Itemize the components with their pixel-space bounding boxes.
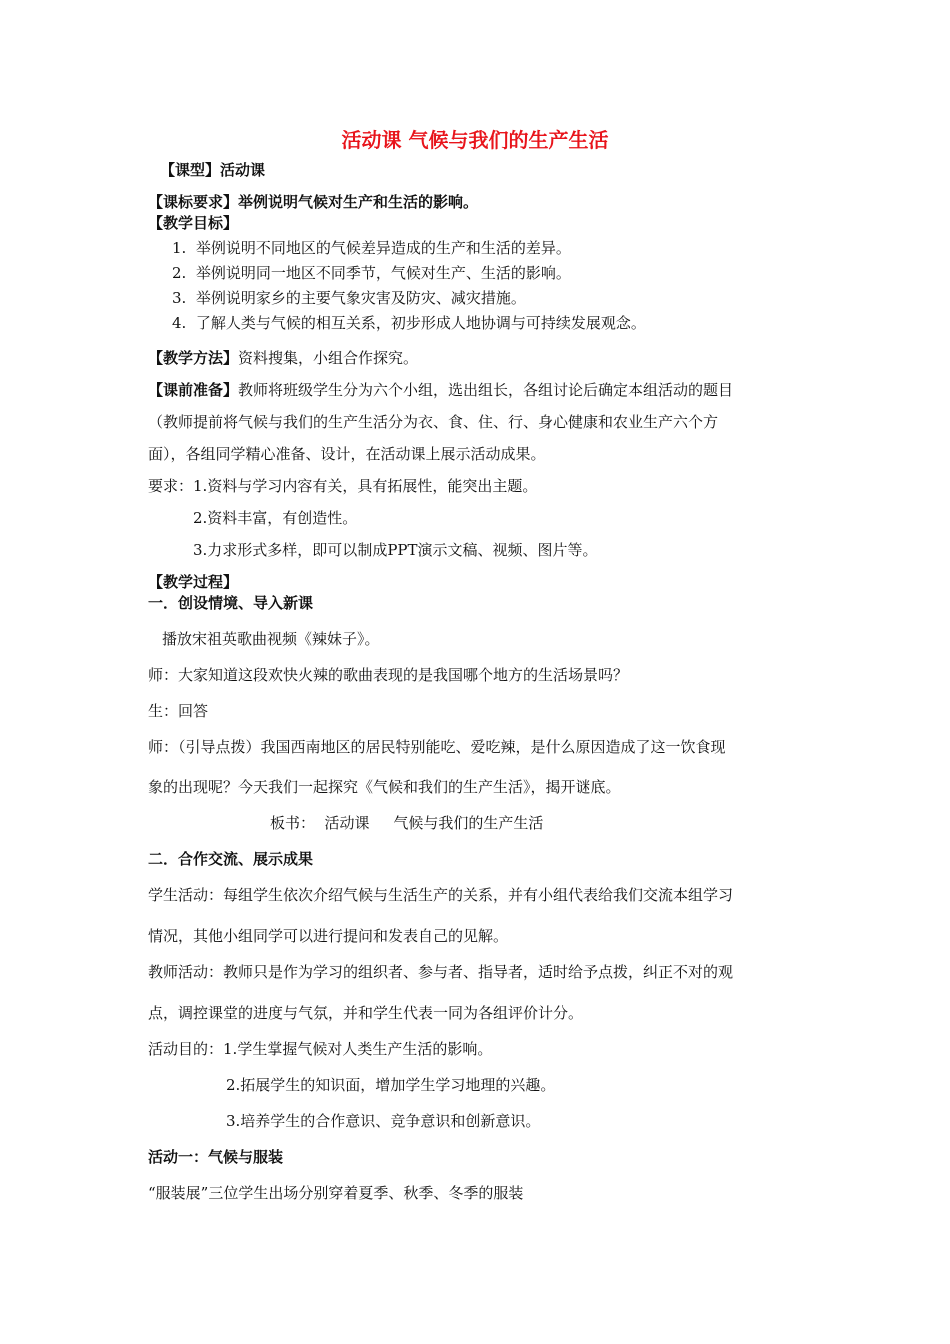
standard-line [148,192,478,212]
objective-text: 了解人类与气候的相互关系，初步形成人地协调与可持续发展观念。 [195,314,646,332]
objective-number: 3. [172,289,187,307]
aim-label: 活动目的： [148,1040,224,1058]
paragraph: 象的出现呢？今天我们一起探究《气候和我们的生产生活》，揭开谜底。 [148,778,621,796]
process-heading: 【教学过程】 [148,573,239,591]
objective-text: 举例说明不同地区的气候差异造成的生产和生活的差异。 [195,239,571,257]
lesson-type-label: 【课型】 [160,161,221,179]
standard-label: 【课标要求】 [148,193,239,211]
aim-text: 1.学生掌握气候对人类生产生活的影响。 [223,1040,493,1058]
objective-item [172,238,571,258]
objective-item [172,313,646,333]
prep-line: （教师提前将气候与我们的生产生活分为衣、食、住、行、身心健康和农业生产六个方 [148,413,719,431]
prep-label: 【课前准备】 [148,381,239,399]
board-writing: 板书： 活动课 气候与我们的生产生活 [270,814,544,832]
aim-line: 2.拓展学生的知识面，增加学生学习地理的兴趣。 [226,1076,556,1094]
objective-number: 1. [172,239,187,257]
objective-number: 4. [172,314,187,332]
method-line [148,348,418,368]
objective-item [172,263,571,283]
lesson-type-line [160,160,265,180]
paragraph: 师：（引导点拨）我国西南地区的居民特别能吃、爱吃辣，是什么原因造成了这一饮食现 [148,738,726,756]
document-title: 活动课 气候与我们的生产生活 [341,128,609,152]
objective-item [172,288,526,308]
requirement-line [148,476,537,496]
paragraph: 播放宋祖英歌曲视频《辣妹子》。 [162,630,380,648]
paragraph: 点，调控课堂的进度与气氛，并和学生代表一同为各组评价计分。 [148,1004,584,1022]
section-heading: 二．合作交流、展示成果 [148,850,314,868]
requirement-line: 3.力求形式多样，即可以制成PPT演示文稿、视频、图片等。 [193,541,598,559]
prep-text: 教师将班级学生分为六个小组，选出组长，各组讨论后确定本组活动的题目 [238,381,734,399]
objective-number: 2. [172,264,187,282]
requirement-label: 要求： [148,477,194,495]
method-value: 资料搜集，小组合作探究。 [238,349,419,367]
requirement-text: 1.资料与学习内容有关，具有拓展性，能突出主题。 [193,477,538,495]
section-heading: 一．创设情境、导入新课 [148,594,314,612]
activity-heading: 活动一：气候与服装 [148,1148,284,1166]
objective-text: 举例说明同一地区不同季节，气候对生产、生活的影响。 [195,264,571,282]
prep-line: 面），各组同学精心准备、设计，在活动课上展示活动成果。 [148,445,546,463]
paragraph: 情况，其他小组同学可以进行提问和发表自己的见解。 [148,927,509,945]
objective-text: 举例说明家乡的主要气象灾害及防灾、减灾措施。 [195,289,526,307]
aim-line: 3.培养学生的合作意识、竞争意识和创新意识。 [226,1112,541,1130]
paragraph: 学生活动：每组学生依次介绍气候与生活生产的关系，并有小组代表给我们交流本组学习 [148,886,734,904]
objectives-heading: 【教学目标】 [148,214,239,232]
paragraph: “服装展”三位学生出场分别穿着夏季、秋季、冬季的服装 [148,1184,524,1202]
aim-line [148,1039,492,1059]
paragraph: 生：回答 [148,702,209,720]
standard-value: 举例说明气候对生产和生活的影响。 [238,193,479,211]
paragraph: 教师活动：教师只是作为学习的组织者、参与者、指导者，适时给予点拨，纠正不对的观 [148,963,734,981]
prep-line [148,380,733,400]
lesson-type-value: 活动课 [220,161,266,179]
requirement-line: 2.资料丰富，有创造性。 [193,509,358,527]
method-label: 【教学方法】 [148,349,239,367]
paragraph: 师：大家知道这段欢快火辣的歌曲表现的是我国哪个地方的生活场景吗？ [148,666,629,684]
